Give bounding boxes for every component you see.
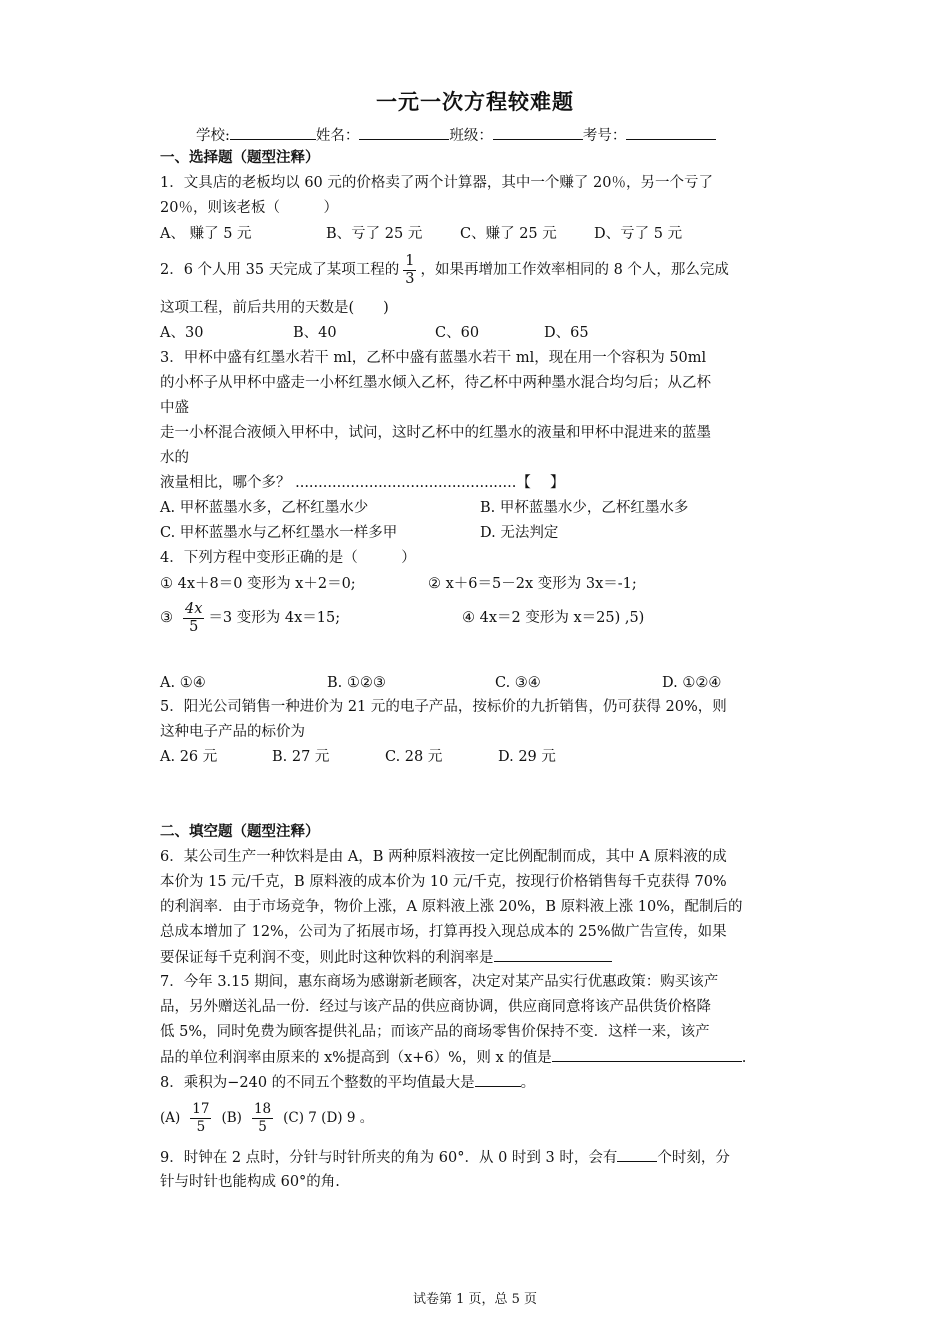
- q1-line1: 1．文具店的老板均以 60 元的价格卖了两个计算器，其中一个赚了 20％，另一个亏了: [160, 175, 713, 191]
- exam-no-label: 考号：: [582, 128, 627, 144]
- q4-option-a[interactable]: A. ①④: [160, 675, 206, 691]
- q4-item3-fraction: [183, 601, 204, 636]
- q3-line5: 水的: [160, 450, 189, 466]
- q2-text-post: ，如果再增加工作效率相同的 8 个人，那么完成: [420, 262, 729, 278]
- q7-line2: 品，另外赠送礼品一份．经过与该产品的供应商协调，供应商同意将该产品供货价格降: [160, 999, 711, 1015]
- q5-line2: 这种电子产品的标价为: [160, 724, 305, 740]
- q2-line1: [160, 251, 729, 289]
- q8-option-a-fraction: [190, 1101, 211, 1136]
- q6-line3: 的利润率．由于市场竞争，物价上涨，A 原料液上涨 20%，B 原料液上涨 10%，配制后的: [160, 899, 743, 915]
- q2-option-a[interactable]: A、30: [160, 325, 204, 341]
- q6-line1: 6．某公司生产一种饮料是由 A，B 两种原料液按一定比例配制而成，其中 A 原料液的成: [160, 849, 727, 865]
- q2-fraction: [403, 253, 416, 288]
- q4-item-4: ④ 4x＝2 变形为 x＝25) ,5): [462, 610, 645, 626]
- class-label: 班级：: [449, 128, 493, 144]
- q1-option-a[interactable]: A、 赚了 5 元: [160, 226, 252, 242]
- q8-a-den: 5: [196, 1119, 206, 1135]
- q2-option-c[interactable]: C、60: [435, 325, 480, 341]
- name-label: 姓名：: [315, 128, 360, 144]
- q8-option-a-label[interactable]: (A): [160, 1110, 181, 1126]
- q1-option-c[interactable]: C、赚了 25 元: [460, 226, 557, 242]
- q3-option-d[interactable]: D. 无法判定: [480, 525, 559, 541]
- q7-line4-text: 品的单位利润率由原来的 x%提高到（x+6）%，则 x 的值是: [160, 1050, 552, 1066]
- page-footer: 试卷第 1 页，总 5 页: [412, 1292, 538, 1307]
- q7-line3: 低 5%，同时免费为顾客提供礼品；而该产品的商场零售价保持不变．这样一来，该产: [160, 1024, 710, 1040]
- q6-line5-text: 要保证每千克利润不变，则此时这种饮料的利润率是: [160, 950, 494, 966]
- q4-item-3: [160, 598, 340, 638]
- q4-item3-text: ＝3 变形为 4x＝15;: [208, 610, 341, 626]
- q9-answer-blank[interactable]: [617, 1147, 657, 1162]
- q2-option-b[interactable]: B、40: [293, 325, 337, 341]
- q8-answer-blank[interactable]: [475, 1072, 521, 1087]
- q2-line2: 这项工程，前后共用的天数是( ): [160, 300, 389, 316]
- q9-line1: [160, 1147, 730, 1168]
- exam-no-blank[interactable]: [626, 125, 716, 140]
- q2-option-d[interactable]: D、65: [544, 325, 589, 341]
- class-blank[interactable]: [493, 125, 583, 140]
- q3-option-b[interactable]: B. 甲杯蓝墨水少，乙杯红墨水多: [480, 500, 689, 516]
- q5-option-a[interactable]: A. 26 元: [160, 749, 218, 765]
- q2-frac-num: 1: [405, 252, 415, 269]
- q6-line2: 本价为 15 元/千克，B 原料液的成本价为 10 元/千克，按现行价格销售每千克获得 70%: [160, 874, 727, 890]
- q4-item3-num: 4x: [185, 600, 203, 617]
- school-blank[interactable]: [230, 125, 316, 140]
- q1-option-d[interactable]: D、亏了 5 元: [594, 226, 683, 242]
- q6-line4: 总成本增加了 12%，公司为了拓展市场，打算再投入现总成本的 25%做广告宣传，如果: [160, 924, 727, 940]
- q4-item3-mark: ③: [160, 610, 173, 626]
- q6-line5: [160, 947, 612, 968]
- q3-line3: 中盛: [160, 400, 189, 416]
- q3-line1: 3．甲杯中盛有红墨水若干 ml，乙杯中盛有蓝墨水若干 ml，现在用一个容积为 50ml: [160, 350, 707, 366]
- q4-option-b[interactable]: B. ①②③: [327, 675, 386, 691]
- q4-item-1: ① 4x＋8＝0 变形为 x＋2＝0;: [160, 576, 356, 592]
- q6-answer-blank[interactable]: [494, 947, 612, 962]
- q4-option-d[interactable]: D. ①②④: [662, 675, 722, 691]
- q7-line1: 7．今年 3.15 期间，惠东商场为感谢新老顾客，决定对某产品实行优惠政策：购买该产: [160, 974, 719, 990]
- q8-options: [160, 1096, 373, 1140]
- name-blank[interactable]: [359, 125, 449, 140]
- q3-line2: 的小杯子从甲杯中盛走一小杯红墨水倾入乙杯，待乙杯中两种墨水混合均匀后；从乙杯: [160, 375, 711, 391]
- q4-item-2: ② x＋6＝5－2x 变形为 3x＝-1;: [428, 576, 637, 592]
- section-heading-choice: 一、选择题（题型注释）: [160, 150, 320, 166]
- q9-line2: 针与时针也能构成 60°的角.: [160, 1174, 340, 1190]
- page-title: 一元一次方程较难题: [376, 90, 574, 114]
- q7-line4-end: .: [741, 1050, 747, 1066]
- q9-line1-post: 个时刻，分: [657, 1150, 730, 1166]
- q3-line4: 走一小杯混合液倾入甲杯中，试问，这时乙杯中的红墨水的液量和甲杯中混进来的蓝墨: [160, 425, 711, 441]
- q8-line1: [160, 1072, 535, 1093]
- q8-option-b-fraction: [252, 1101, 273, 1136]
- q4-item3-den: 5: [189, 618, 199, 635]
- q7-line4: [160, 1047, 746, 1068]
- q8-a-num: 17: [192, 1101, 210, 1117]
- q3-line6: 液量相比，哪个多？ ................................................【 】: [160, 475, 565, 491]
- q4-line1: 4．下列方程中变形正确的是（ ）: [160, 550, 416, 566]
- q3-option-a[interactable]: A. 甲杯蓝墨水多，乙杯红墨水少: [160, 500, 369, 516]
- q7-answer-blank[interactable]: [552, 1047, 742, 1062]
- q8-option-cd[interactable]: (C) 7 (D) 9 。: [283, 1110, 374, 1126]
- q8-option-b-label[interactable]: (B): [221, 1110, 242, 1126]
- student-info-line: [196, 124, 716, 145]
- q9-line1-pre: 9．时钟在 2 点时，分针与时针所夹的角为 60°．从 0 时到 3 时，会有: [160, 1150, 618, 1166]
- school-label: 学校:: [196, 128, 230, 144]
- q5-option-b[interactable]: B. 27 元: [272, 749, 330, 765]
- q8-line1-text: 8．乘积为−240 的不同五个整数的平均值最大是: [160, 1075, 475, 1091]
- section-heading-fill: 二、填空题（题型注释）: [160, 824, 320, 840]
- q1-line2: 20％，则该老板（ ）: [160, 200, 338, 216]
- q2-text-pre: 2．6 个人用 35 天完成了某项工程的: [160, 262, 400, 278]
- q8-b-den: 5: [258, 1119, 267, 1135]
- q3-option-c[interactable]: C. 甲杯蓝墨水与乙杯红墨水一样多甲: [160, 525, 398, 541]
- q2-frac-den: 3: [405, 270, 415, 287]
- q5-line1: 5．阳光公司销售一种进价为 21 元的电子产品，按标价的九折销售，仍可获得 20%，则: [160, 699, 727, 715]
- q5-option-d[interactable]: D. 29 元: [498, 749, 556, 765]
- q4-option-c[interactable]: C. ③④: [495, 675, 541, 691]
- q8-line1-end: 。: [520, 1075, 536, 1091]
- q1-option-b[interactable]: B、亏了 25 元: [326, 226, 423, 242]
- q5-option-c[interactable]: C. 28 元: [385, 749, 443, 765]
- q8-b-num: 18: [253, 1101, 272, 1117]
